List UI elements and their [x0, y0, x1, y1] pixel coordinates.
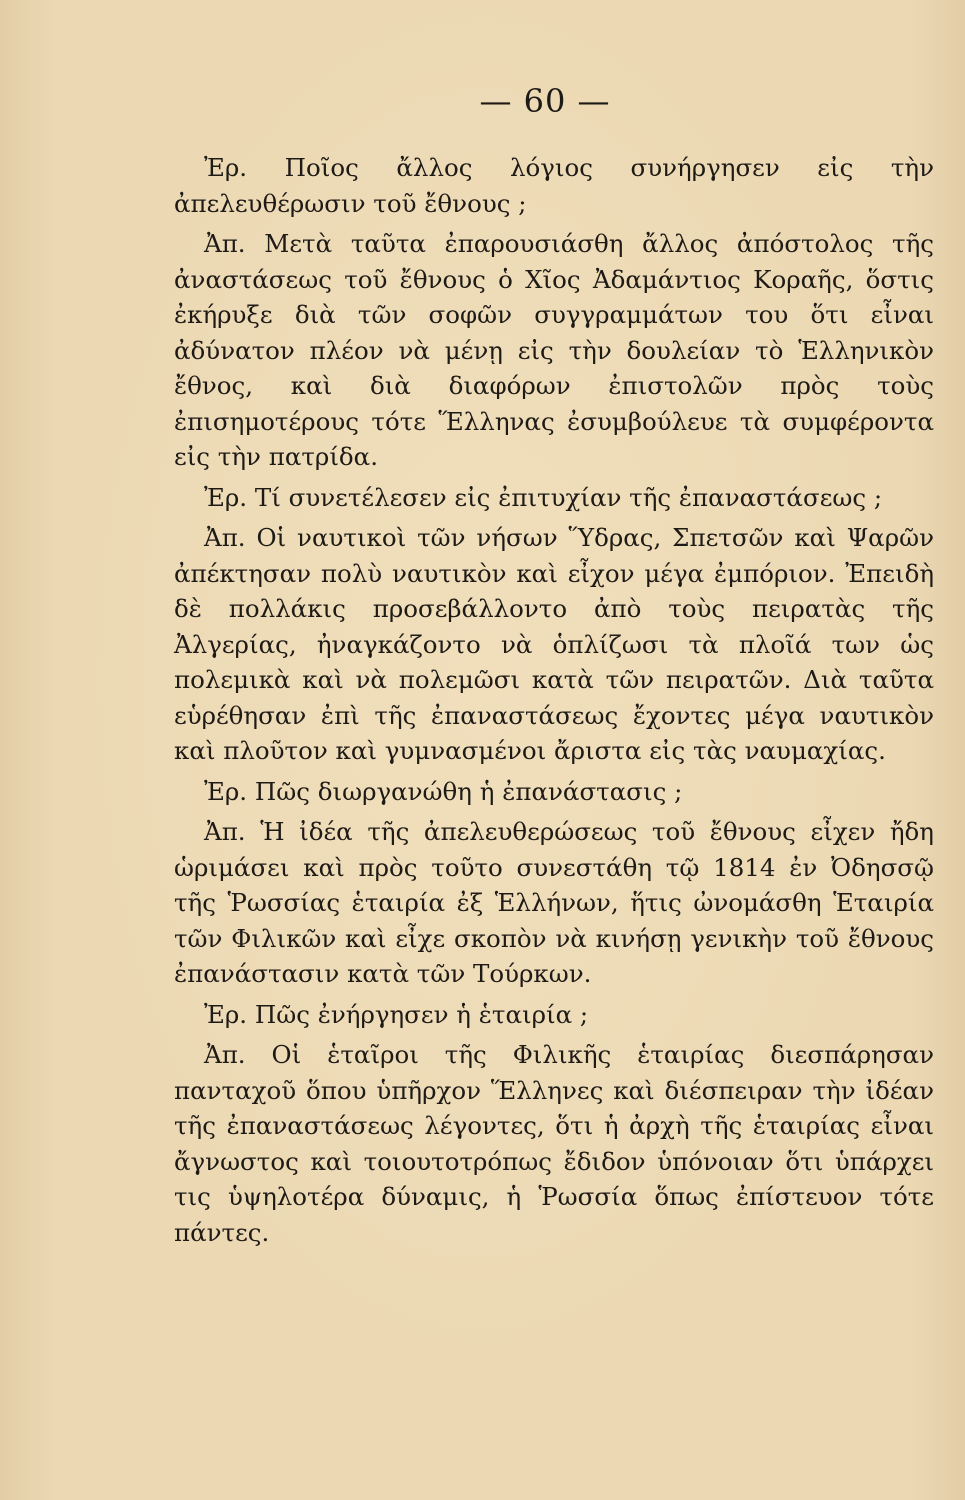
page-number: — 60 — — [479, 82, 611, 120]
page-body-text — [174, 150, 934, 1255]
answer-paragraph: Ἀπ. Ἡ ἰδέα τῆς ἀπελευθερώσεως τοῦ ἔθνους εἶχεν ἤδη ὡριμάσει καὶ πρὸς τοῦτο συνεστάθη τῷ 1814 ἐν Ὀδησσῷ τῆς Ῥωσσίας ἑταιρία ἐξ Ἑλλήνων, ἥτις ὠνομάσθη Ἑταιρία τῶν Φιλικῶν καὶ εἶχε σκοπὸν νὰ κινήσῃ γενικὴν τοῦ ἔθνους ἐπανάστασιν κατὰ τῶν Τούρκων. — [174, 817, 934, 988]
question-paragraph: Ἐρ. Τί συνετέλεσεν εἰς ἐπιτυχίαν τῆς ἐπαναστάσεως ; — [204, 482, 883, 512]
question-paragraph: Ἐρ. Πῶς διωργανώθη ἡ ἐπανάστασις ; — [204, 776, 683, 806]
answer-paragraph: Ἀπ. Οἱ ναυτικοὶ τῶν νήσων Ὕδρας, Σπετσῶν καὶ Ψαρῶν ἀπέκτησαν πολὺ ναυτικὸν καὶ εἶχον μέγα ἐμπόριον. Ἐπειδὴ δὲ πολλάκις προσεβάλλοντο ἀπὸ τοὺς πειρατὰς τῆς Ἀλγερίας, ἠναγκάζοντο νὰ ὁπλίζωσι τὰ πλοῖά των ὡς πολεμικὰ καὶ νὰ πολεμῶσι κατὰ τῶν πειρατῶν. Διὰ ταῦτα εὑρέθησαν ἐπὶ τῆς ἐπαναστάσεως ἔχοντες μέγα ναυτικὸν καὶ πλοῦτον καὶ γυμνασμένοι ἄριστα εἰς τὰς ναυμαχίας. — [174, 523, 934, 765]
question-paragraph: Ἐρ. Ποῖος ἄλλος λόγιος συνήργησεν εἰς τὴν ἀπελευθέρωσιν τοῦ ἔθνους ; — [174, 153, 934, 218]
answer-paragraph: Ἀπ. Μετὰ ταῦτα ἐπαρουσιάσθη ἄλλος ἀπόστολος τῆς ἀναστάσεως τοῦ ἔθνους ὁ Χῖος Ἀδαμάντιος Κοραῆς, ὅστις ἐκήρυξε διὰ τῶν σοφῶν συγγραμμάτων του ὅτι εἶναι ἀδύνατον πλέον νὰ μένῃ εἰς τὴν δουλείαν τὸ Ἑλληνικὸν ἔθνος, καὶ διὰ διαφόρων ἐπιστολῶν πρὸς τοὺς ἐπισημοτέρους τότε Ἕλληνας ἐσυμβούλευε τὰ συμφέροντα εἰς τὴν πατρίδα. — [174, 229, 934, 471]
question-paragraph: Ἐρ. Πῶς ἐνήργησεν ἡ ἑταιρία ; — [204, 999, 589, 1029]
answer-paragraph: Ἀπ. Οἱ ἑταῖροι τῆς Φιλικῆς ἑταιρίας διεσπάρησαν πανταχοῦ ὅπου ὑπῆρχον Ἕλληνες καὶ διέσπειραν τὴν ἰδέαν τῆς ἐπαναστάσεως λέγοντες, ὅτι ἡ ἀρχὴ τῆς ἑταιρίας εἶναι ἄγνωστος καὶ τοιουτοτρόπως ἔδιδον ὑπόνοιαν ὅτι ὑπάρχει τις ὑψηλοτέρα δύναμις, ἡ Ῥωσσία ὅπως ἐπίστευον τότε πάντες. — [174, 1040, 934, 1247]
